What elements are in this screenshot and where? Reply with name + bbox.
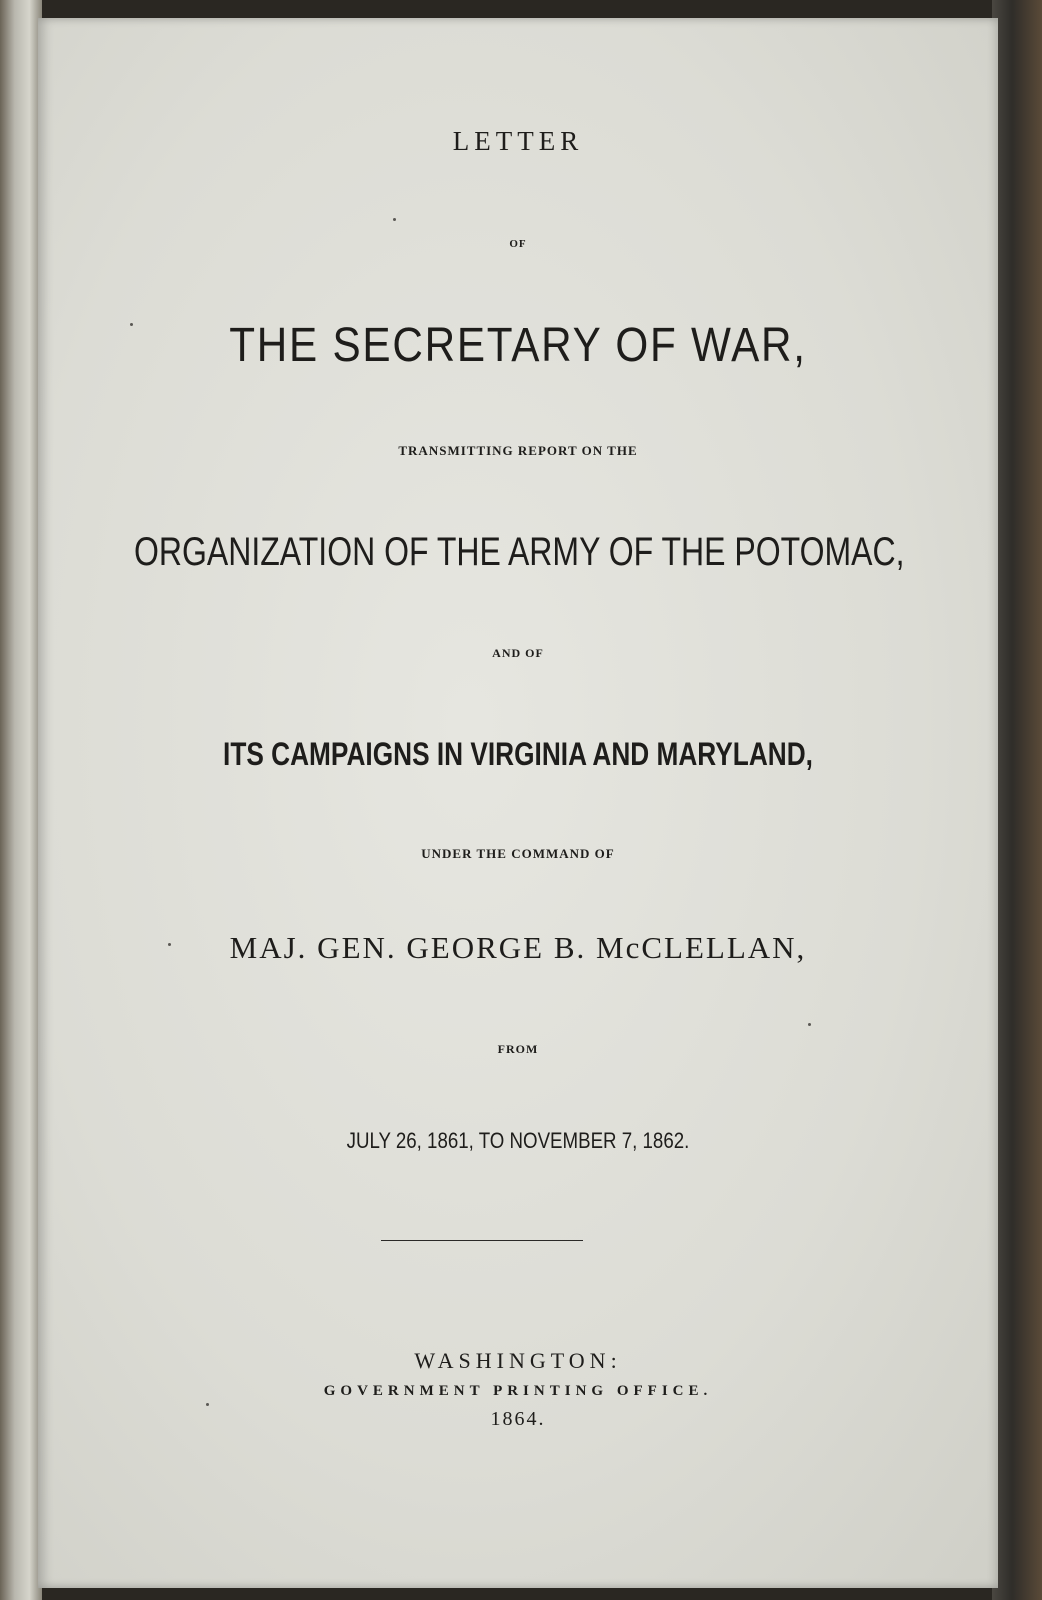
book-binding-edge [992, 0, 1042, 1600]
paper-speck [808, 1023, 811, 1026]
paper-speck [168, 943, 171, 946]
imprint-city: WASHINGTON: [414, 1348, 622, 1373]
heading-secretary-of-war: THE SECRETARY OF WAR, [229, 319, 807, 372]
book-left-page-edge [0, 0, 42, 1600]
divider-rule [381, 1240, 583, 1241]
imprint-printer: GOVERNMENT PRINTING OFFICE. [323, 1383, 713, 1399]
connector-and-of: AND OF [492, 646, 544, 660]
paper-speck [206, 1403, 209, 1406]
connector-under-command: UNDER THE COMMAND OF [421, 846, 615, 861]
heading-campaigns: ITS CAMPAIGNS IN VIRGINIA AND MARYLAND, [223, 736, 813, 772]
date-range: JULY 26, 1861, TO NOVEMBER 7, 1862. [346, 1128, 690, 1153]
connector-of: OF [509, 238, 527, 250]
heading-organization: ORGANIZATION OF THE ARMY OF THE POTOMAC, [134, 530, 905, 574]
paper-speck [393, 218, 396, 221]
heading-letter: LETTER [452, 126, 584, 156]
title-page [38, 18, 998, 1588]
paper-speck [130, 323, 133, 326]
commander-name: MAJ. GEN. GEORGE B. McCLELLAN, [229, 930, 807, 965]
connector-from: FROM [497, 1042, 539, 1056]
imprint-year: 1864. [490, 1408, 546, 1430]
connector-transmitting: TRANSMITTING REPORT ON THE [398, 443, 638, 458]
